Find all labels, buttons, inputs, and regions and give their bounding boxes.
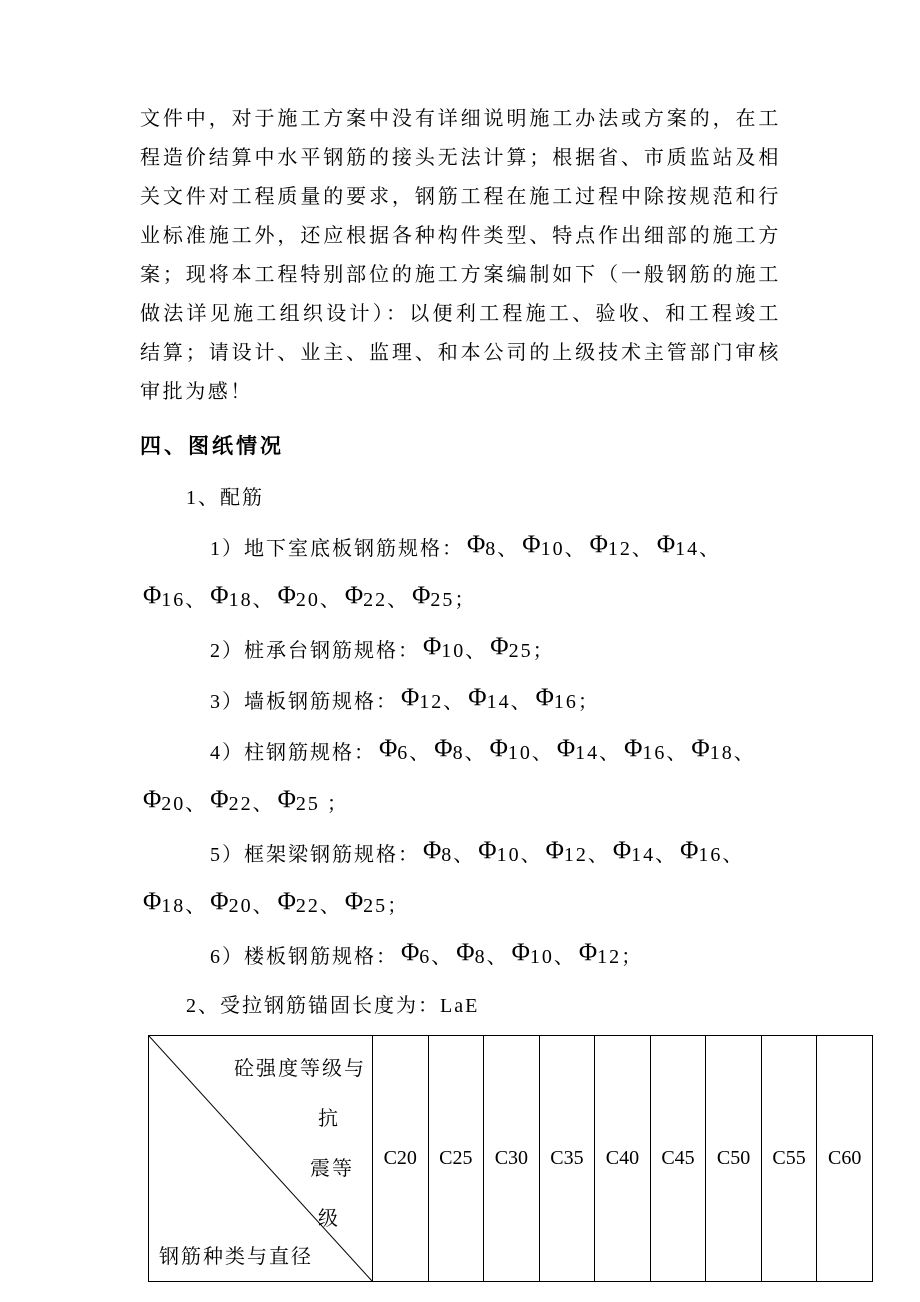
rebar-diameter: 14	[575, 742, 600, 764]
rebar-symbol: Φ	[612, 837, 632, 864]
spec-line: 3）墙板钢筋规格： Φ12、 Φ14、 Φ16；	[210, 684, 600, 713]
rebar-symbol: Φ	[535, 684, 554, 711]
rebar-diameter: 22	[228, 793, 253, 815]
rebar-diameter: 6	[397, 742, 410, 764]
spec-line-label: 6）楼板钢筋规格：	[210, 946, 398, 968]
rebar-diameter: 10	[507, 742, 532, 764]
spec-line: 2）桩承台钢筋规格： Φ10、 Φ25；	[210, 633, 555, 662]
anchor-length-table	[148, 1035, 873, 1282]
rebar-symbol: Φ	[456, 939, 475, 966]
rebar-symbol: Φ	[143, 888, 162, 915]
corner-top-label	[234, 1044, 366, 1244]
spec-line-label: 4）柱钢筋规格：	[210, 742, 376, 764]
table-column-header: C45	[650, 1036, 706, 1282]
spec-lines	[140, 523, 781, 982]
spec-line: 1）地下室底板钢筋规格： Φ8、 Φ10、 Φ12、 Φ14、Φ16、 Φ18、 Φ20、 Φ22、 Φ25；	[143, 531, 722, 611]
rebar-symbol: Φ	[656, 531, 676, 558]
rebar-symbol: Φ	[210, 888, 229, 915]
spec-line: 5）框架梁钢筋规格： Φ8、 Φ10、 Φ12、 Φ14、 Φ16、Φ18、 Φ20、 Φ22、 Φ25；	[143, 837, 745, 917]
rebar-diameter: 20	[161, 793, 186, 815]
rebar-diameter: 20	[228, 895, 253, 917]
rebar-diameter: 8	[441, 844, 454, 866]
subsection-2-heading: 2、受拉钢筋锚固长度为：LaE	[186, 995, 480, 1017]
rebar-symbol: Φ	[589, 531, 608, 558]
rebar-symbol: Φ	[210, 786, 229, 813]
rebar-diameter: 10	[540, 538, 565, 560]
rebar-diameter: 22	[295, 895, 320, 917]
corner-top-line: 抗	[318, 1108, 340, 1130]
table-column-header: C30	[484, 1036, 540, 1282]
rebar-diameter: 12	[597, 946, 622, 968]
rebar-diameter: 8	[485, 538, 498, 560]
rebar-diameter: 25	[363, 895, 388, 917]
rebar-symbol: Φ	[490, 633, 509, 660]
rebar-diameter: 20	[295, 589, 320, 611]
section-heading: 四、图纸情况	[140, 435, 284, 458]
corner-top-line: 震等	[310, 1158, 354, 1180]
rebar-symbol: Φ	[434, 735, 453, 762]
rebar-symbol: Φ	[467, 531, 486, 558]
rebar-symbol: Φ	[680, 837, 699, 864]
rebar-diameter: 14	[486, 691, 511, 713]
intro-paragraph: 文件中，对于施工方案中没有详细说明施工办法或方案的，在工程造价结算中水平钢筋的接头无法计算；根据省、市质监站及相关文件对工程质量的要求，钢筋工程在施工过程中除按规范和行业标准施工外，还应根据各种构件类型、特点作出细部的施工方案；现将本工程特别部位的施工方案编制如下（一般钢筋的施工做法详见施工组织设计）：以便利工程施工、验收、和工程竣工结算；请设计、业主、监理、和本公司的上级技术主管部门审核审批为感！	[140, 108, 781, 403]
rebar-diameter: 14	[631, 844, 656, 866]
rebar-diameter: 10	[529, 946, 554, 968]
rebar-diameter: 16	[698, 844, 723, 866]
rebar-symbol: Φ	[277, 582, 296, 609]
rebar-symbol: Φ	[277, 888, 296, 915]
rebar-symbol: Φ	[412, 582, 431, 609]
rebar-symbol: Φ	[489, 735, 508, 762]
table-header-row	[149, 1036, 873, 1282]
rebar-symbol: Φ	[556, 735, 576, 762]
rebar-diameter: 25	[508, 640, 533, 662]
spec-line-label: 2）桩承台钢筋规格：	[210, 640, 420, 662]
rebar-symbol: Φ	[624, 735, 643, 762]
spec-line: 4）柱钢筋规格： Φ6、 Φ8、 Φ10、 Φ14、 Φ16、 Φ18、Φ20、 Φ22、 Φ25 ；	[143, 735, 756, 815]
table-column-header: C55	[761, 1036, 817, 1282]
spec-line: 6）楼板钢筋规格： Φ6、 Φ8、 Φ10、 Φ12；	[210, 939, 644, 968]
rebar-symbol: Φ	[468, 684, 487, 711]
table-corner-cell	[149, 1036, 373, 1282]
table-column-header: C40	[595, 1036, 651, 1282]
rebar-symbol: Φ	[401, 939, 420, 966]
rebar-symbol: Φ	[478, 837, 497, 864]
corner-bottom-label: 钢筋种类与直径	[159, 1246, 313, 1268]
rebar-diameter: 10	[496, 844, 521, 866]
table-column-header: C50	[706, 1036, 762, 1282]
rebar-diameter: 14	[675, 538, 700, 560]
spec-line-label: 5）框架梁钢筋规格：	[210, 844, 420, 866]
rebar-symbol: Φ	[511, 939, 530, 966]
rebar-symbol: Φ	[210, 582, 229, 609]
rebar-symbol: Φ	[379, 735, 398, 762]
rebar-diameter: 12	[419, 691, 444, 713]
rebar-diameter: 16	[161, 589, 186, 611]
rebar-diameter: 18	[161, 895, 186, 917]
rebar-symbol: Φ	[423, 633, 442, 660]
rebar-diameter: 8	[474, 946, 487, 968]
rebar-symbol: Φ	[344, 888, 364, 915]
table-column-header: C20	[373, 1036, 429, 1282]
rebar-diameter: 18	[709, 742, 734, 764]
rebar-diameter: 22	[363, 589, 388, 611]
rebar-diameter: 16	[553, 691, 578, 713]
rebar-diameter: 25	[430, 589, 455, 611]
rebar-diameter: 12	[607, 538, 632, 560]
subsection-1-heading: 1、配筋	[186, 487, 264, 509]
rebar-symbol: Φ	[522, 531, 541, 558]
table-column-header: C25	[428, 1036, 484, 1282]
rebar-diameter: 10	[441, 640, 466, 662]
rebar-diameter: 12	[563, 844, 588, 866]
rebar-diameter: 8	[452, 742, 465, 764]
rebar-diameter: 25	[295, 793, 320, 815]
rebar-diameter: 18	[228, 589, 253, 611]
rebar-symbol: Φ	[277, 786, 296, 813]
rebar-symbol: Φ	[423, 837, 442, 864]
rebar-symbol: Φ	[143, 582, 162, 609]
table-column-header: C35	[539, 1036, 595, 1282]
table-column-header: C60	[817, 1036, 873, 1282]
rebar-symbol: Φ	[401, 684, 420, 711]
corner-top-line: 砼强度等级与	[234, 1058, 366, 1080]
rebar-symbol: Φ	[578, 939, 598, 966]
corner-top-line: 级	[318, 1208, 340, 1230]
rebar-symbol: Φ	[691, 735, 710, 762]
rebar-symbol: Φ	[143, 786, 162, 813]
spec-line-label: 1）地下室底板钢筋规格：	[210, 538, 464, 560]
rebar-symbol: Φ	[545, 837, 564, 864]
rebar-symbol: Φ	[344, 582, 364, 609]
table-corner-inner	[149, 1036, 372, 1281]
rebar-diameter: 16	[642, 742, 667, 764]
rebar-diameter: 6	[419, 946, 432, 968]
spec-line-label: 3）墙板钢筋规格：	[210, 691, 398, 713]
